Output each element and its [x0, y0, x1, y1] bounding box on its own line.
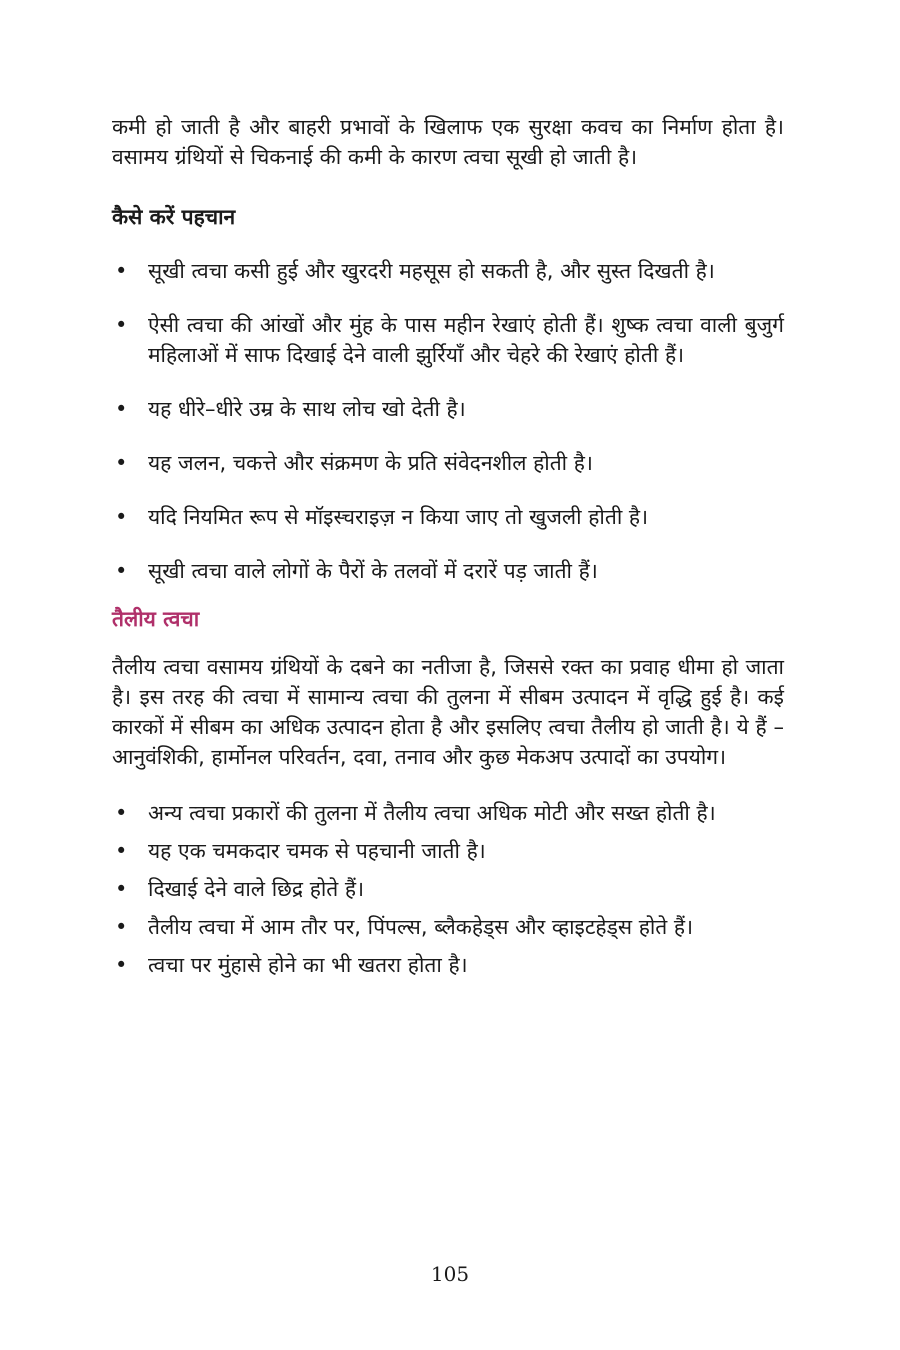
- bullet-icon: •: [115, 915, 128, 939]
- identify-heading: कैसे करें पहचान: [112, 205, 236, 229]
- bullet-icon: •: [115, 313, 128, 337]
- list-item-text: तैलीय त्वचा में आम तौर पर, पिंपल्स, ब्लैकहेड्स और व्हाइटहेड्स होते हैं।: [148, 915, 694, 939]
- list-item: [112, 836, 784, 866]
- list-item: [112, 798, 784, 828]
- bullet-icon: •: [115, 953, 128, 977]
- bullet-icon: •: [115, 559, 128, 583]
- bullet-icon: •: [115, 877, 128, 901]
- page-number: 105: [430, 1262, 470, 1286]
- list-item: [112, 912, 784, 942]
- list-item-text: सूखी त्वचा कसी हुई और खुरदरी महसूस हो सकती है, और सुस्त दिखती है।: [148, 259, 715, 283]
- bullet-icon: •: [115, 259, 128, 283]
- list-item-text: त्वचा पर मुंहासे होने का भी खतरा होता है।: [148, 953, 468, 977]
- oily-skin-paragraph: तैलीय त्वचा वसामय ग्रंथियों के दबने का नतीजा है, जिससे रक्त का प्रवाह धीमा हो जाता है। इस तरह की त्वचा में सामान्य त्वचा की तुलना में सीबम उत्पादन में वृद्धि हुई है। कई कारकों में सीबम का अधिक उत्पादन होता है और इसलिए त्वचा तैलीय हो जाती है। ये हैं – आनुवंशिकी, हार्मोनल परिवर्तन, दवा, तनाव और कुछ मेकअप उत्पादों का उपयोग।: [112, 655, 784, 769]
- bullet-icon: •: [115, 505, 128, 529]
- oily-skin-list: [112, 798, 784, 980]
- list-item-text: यह धीरे–धीरे उम्र के साथ लोच खो देती है।: [148, 397, 466, 421]
- list-item-text: ऐसी त्वचा की आंखों और मुंह के पास महीन रेखाएं होती हैं। शुष्क त्वचा वाली बुजुर्ग महिलाओं में साफ दिखाई देने वाली झुर्रियाँ और चेहरे की रेखाएं होती हैं।: [148, 313, 784, 367]
- list-item: [112, 556, 784, 586]
- bullet-icon: •: [115, 801, 128, 825]
- list-item: [112, 502, 784, 532]
- list-item-text: सूखी त्वचा वाले लोगों के पैरों के तलवों में दरारें पड़ जाती हैं।: [148, 559, 598, 583]
- dry-skin-list: [112, 256, 784, 586]
- intro-paragraph: कमी हो जाती है और बाहरी प्रभावों के खिलाफ एक सुरक्षा कवच का निर्माण होता है। वसामय ग्रंथियों से चिकनाई की कमी के कारण त्वचा सूखी हो जाती है।: [112, 115, 784, 169]
- list-item-text: यह जलन, चकत्ते और संक्रमण के प्रति संवेदनशील होती है।: [148, 451, 593, 475]
- bullet-icon: •: [115, 397, 128, 421]
- list-item: [112, 874, 784, 904]
- list-item: [112, 310, 784, 370]
- page-content: [112, 112, 784, 980]
- oily-skin-heading: तैलीय त्वचा: [112, 607, 200, 631]
- list-item-text: अन्य त्वचा प्रकारों की तुलना में तैलीय त्वचा अधिक मोटी और सख्त होती है।: [148, 801, 716, 825]
- list-item: [112, 950, 784, 980]
- list-item: [112, 394, 784, 424]
- bullet-icon: •: [115, 451, 128, 475]
- list-item-text: दिखाई देने वाले छिद्र होते हैं।: [148, 877, 365, 901]
- list-item-text: यह एक चमकदार चमक से पहचानी जाती है।: [148, 839, 486, 863]
- list-item: [112, 448, 784, 478]
- bullet-icon: •: [115, 839, 128, 863]
- list-item: [112, 256, 784, 286]
- list-item-text: यदि नियमित रूप से मॉइस्चराइज़ न किया जाए तो खुजली होती है।: [148, 505, 649, 529]
